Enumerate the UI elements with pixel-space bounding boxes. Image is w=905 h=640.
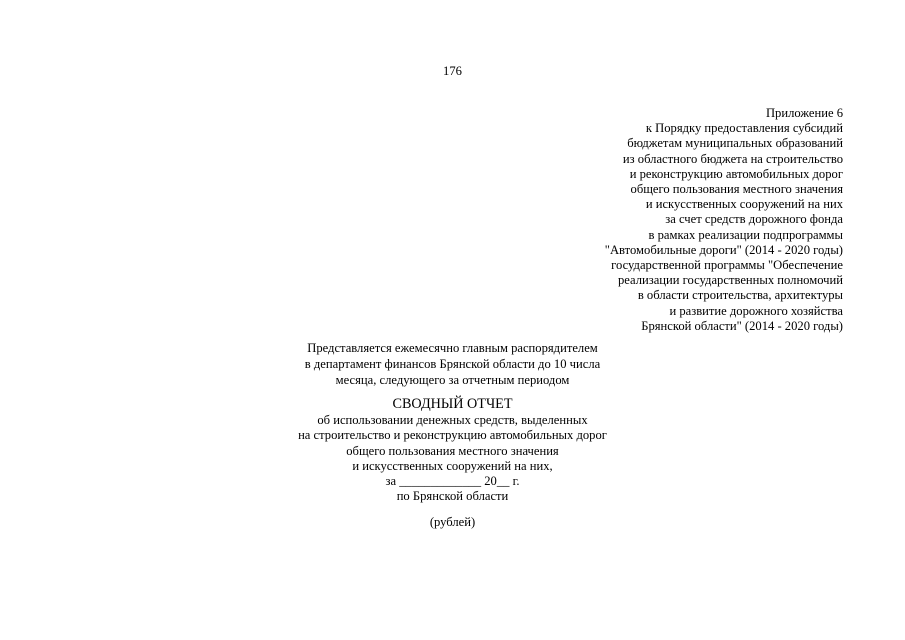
appendix-line: и искусственных сооружений на них: [645, 197, 843, 212]
appendix-line: в области строительства, архитектуры: [637, 288, 843, 303]
page-number: 176: [443, 64, 462, 78]
appendix-line: за счет средств дорожного фонда: [665, 212, 843, 227]
appendix-line: и реконструкцию автомобильных дорог: [629, 166, 843, 181]
appendix-line: "Автомобильные дороги" (2014 - 2020 годы): [604, 242, 843, 257]
report-region-line: по Брянской области: [396, 489, 509, 504]
report-heading: [0, 396, 905, 505]
submission-note: [0, 340, 905, 388]
appendix-line: бюджетам муниципальных образований: [627, 136, 843, 151]
appendix-line: к Порядку предоставления субсидий: [645, 121, 843, 136]
submission-line: месяца, следующего за отчетным периодом: [335, 373, 570, 387]
appendix-line: Приложение 6: [765, 106, 843, 120]
submission-line: в департамент финансов Брянской области до 10 числа: [304, 357, 601, 371]
report-subtitle-line: и искусственных сооружений на них,: [352, 458, 553, 473]
currency-units: (рублей): [429, 515, 476, 529]
appendix-header: [543, 106, 843, 334]
appendix-line: общего пользования местного значения: [630, 182, 843, 197]
report-period-line: за _____________ 20__ г.: [385, 474, 520, 489]
appendix-line: в рамках реализации подпрограммы: [648, 227, 843, 242]
report-subtitle-line: об использовании денежных средств, выделенных: [317, 413, 588, 427]
report-subtitle-line: на строительство и реконструкцию автомобильных дорог: [298, 428, 607, 443]
appendix-line: государственной программы "Обеспечение: [611, 258, 843, 273]
appendix-line: реализации государственных полномочий: [617, 273, 843, 288]
appendix-line: Брянской области" (2014 - 2020 годы): [641, 318, 843, 333]
submission-line: Представляется ежемесячно главным распорядителем: [307, 341, 598, 355]
appendix-line: и развитие дорожного хозяйства: [669, 303, 843, 318]
report-subtitle-line: общего пользования местного значения: [346, 443, 559, 458]
appendix-line: из областного бюджета на строительство: [622, 151, 843, 166]
report-title: СВОДНЫЙ ОТЧЕТ: [392, 396, 513, 412]
